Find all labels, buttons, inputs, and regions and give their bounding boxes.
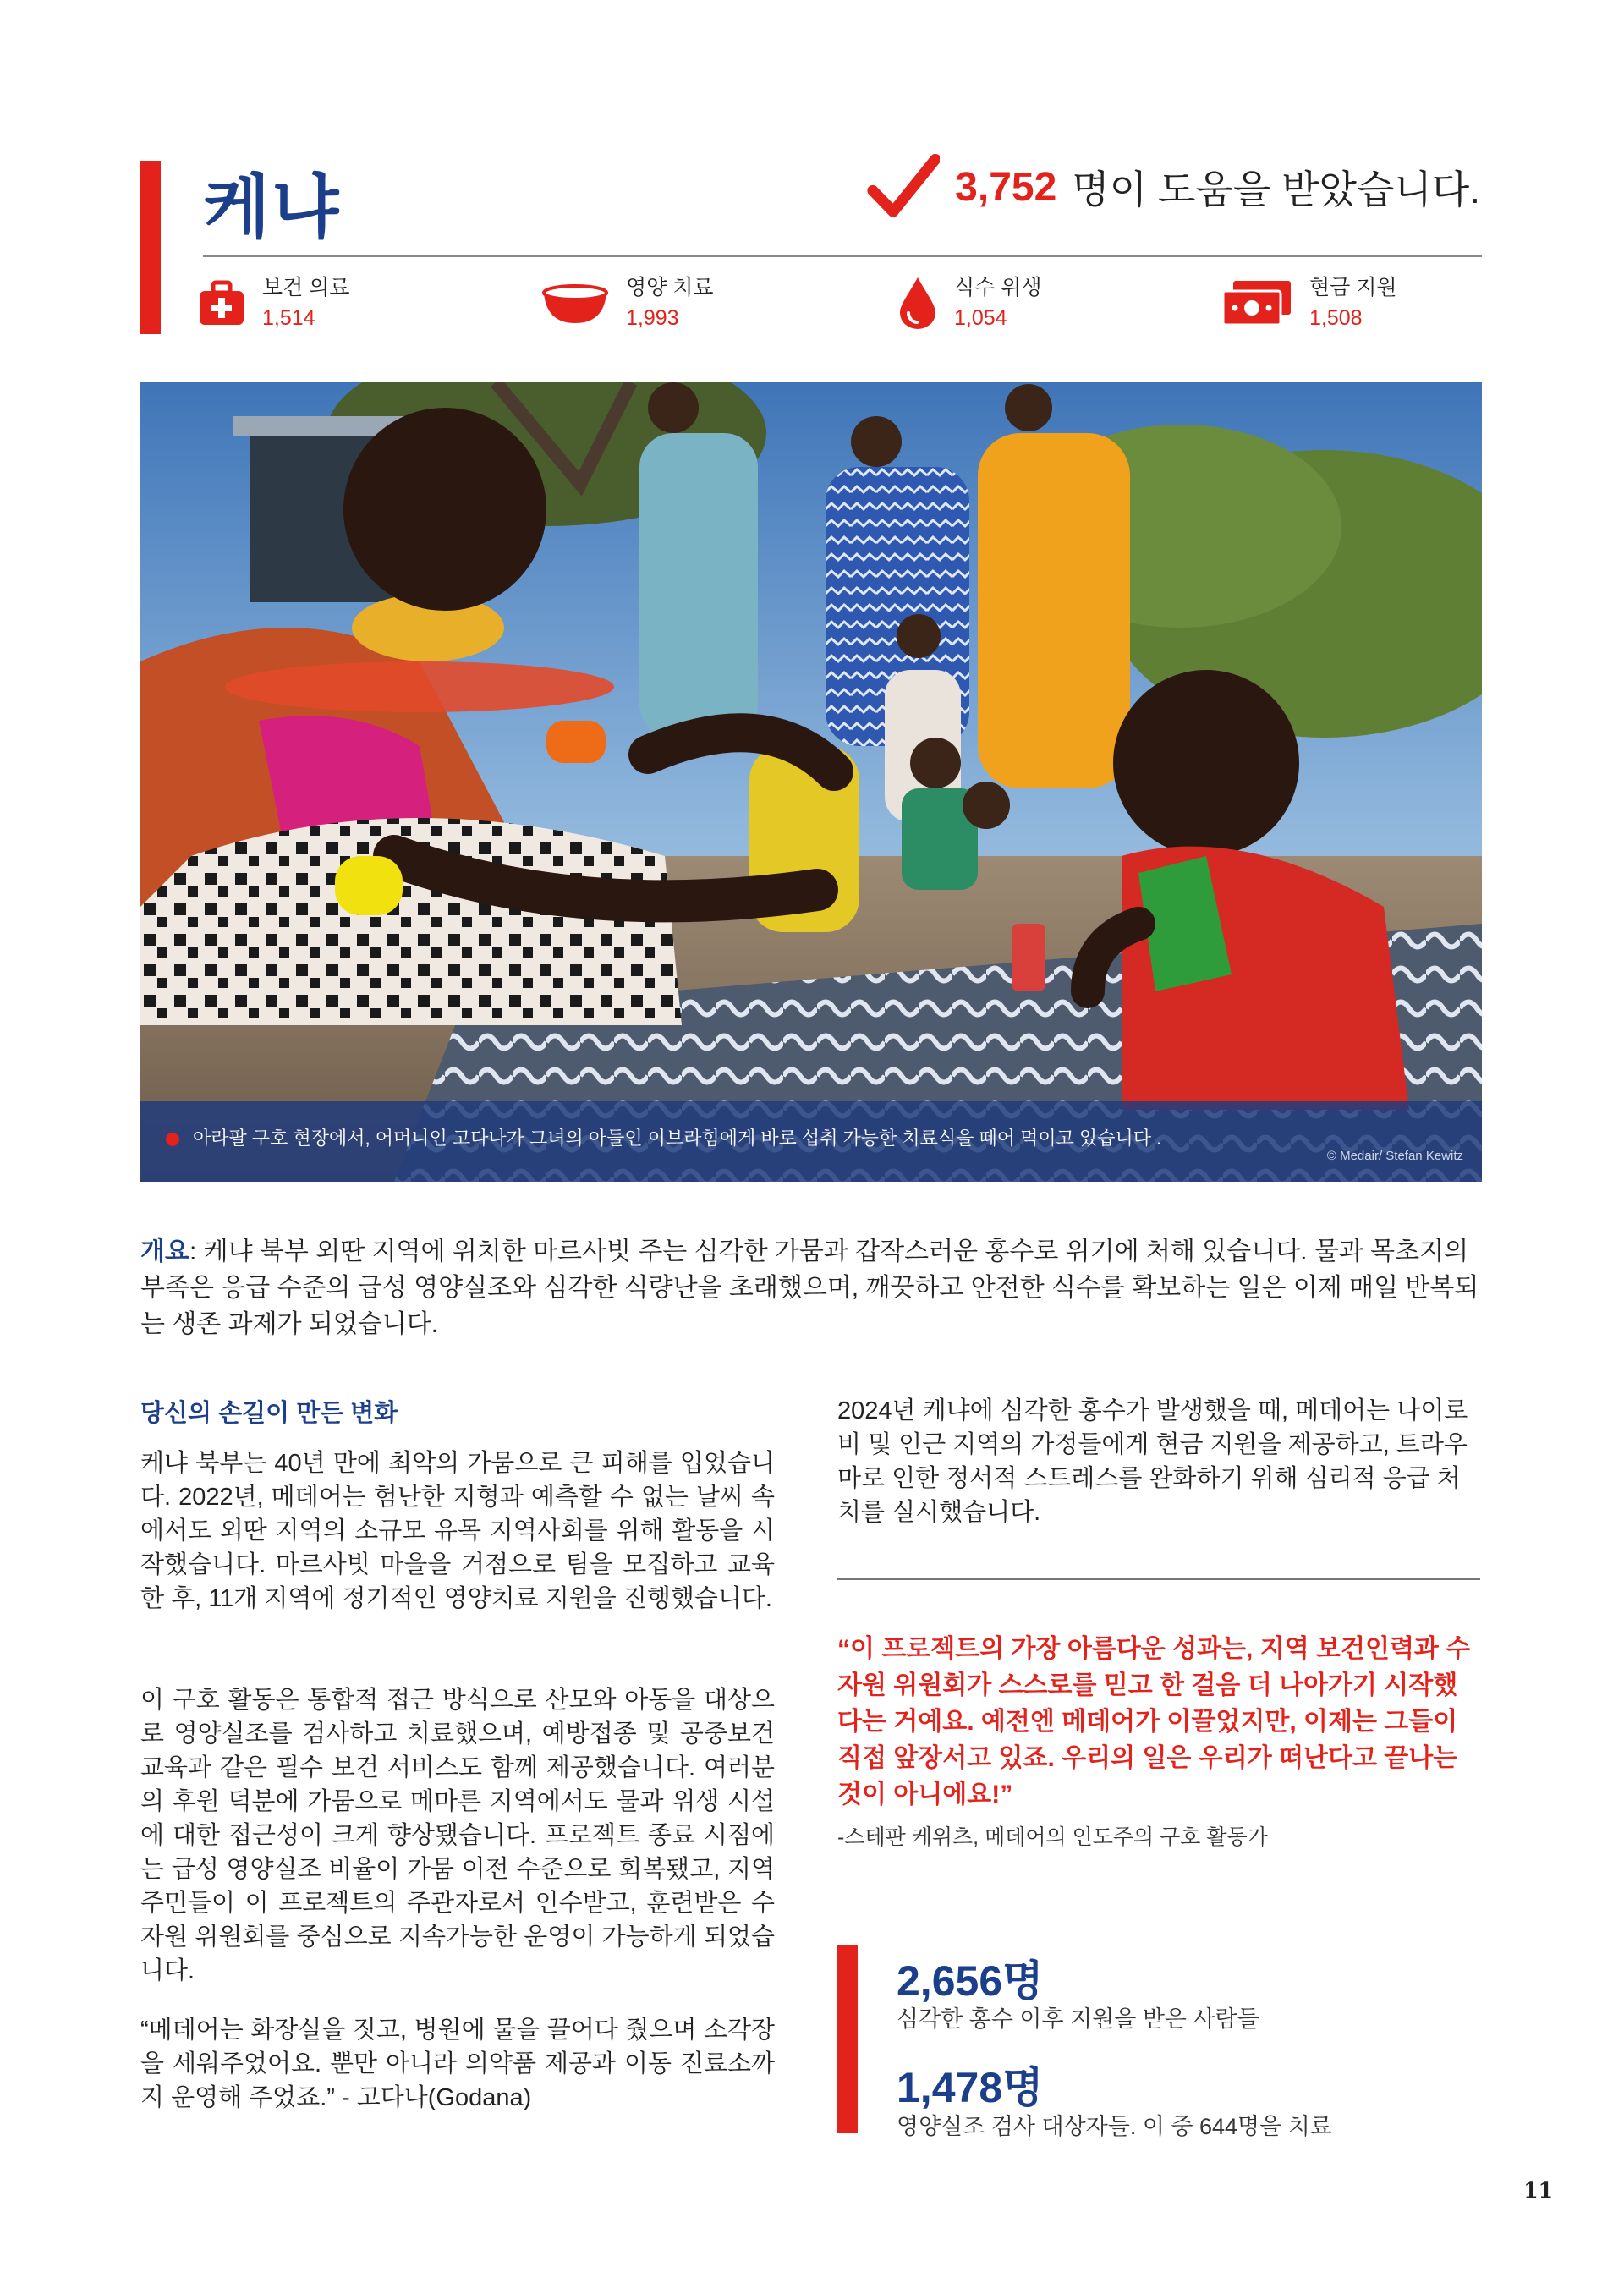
stat-label: 영양 치료 bbox=[626, 276, 714, 299]
stat-label: 보건 의료 bbox=[262, 276, 350, 299]
helped-summary bbox=[867, 151, 1480, 223]
medical-kit-icon bbox=[198, 279, 245, 327]
figure-number-2: 1,478명 bbox=[897, 2064, 1044, 2111]
overview-paragraph bbox=[140, 1233, 1485, 1342]
caption-bullet bbox=[166, 1133, 179, 1146]
stat-value: 1,514 bbox=[262, 306, 315, 330]
paragraph-text: 케냐 북부는 40년 만에 최악의 가뭄으로 큰 피해를 입었습니다. 2022년, 메데어는 험난한 지형과 예측할 수 없는 날씨 속에서도 외딴 지역의 소규모 유목 지역사회를 위해 활동을 시작했습니다. 마르사빗 마을을 거점으로 팀을 모집하고 교육한 후, 11개 지역에 정기적인 영양치료 지원을 진행했습니다. bbox=[140, 1450, 775, 1612]
section-heading: 당신의 손길이 만든 변화 bbox=[140, 1400, 398, 1427]
feature-photo bbox=[140, 382, 1482, 1182]
helped-text: 명이 도움을 받았습니다. bbox=[1072, 167, 1480, 211]
photo-illustration bbox=[140, 382, 1482, 1182]
cash-icon bbox=[1221, 279, 1292, 327]
figure-desc-2: 영양실조 검사 대상자들. 이 중 644명을 치료 bbox=[897, 2114, 1332, 2139]
right-paragraph: 2024년 케냐에 심각한 홍수가 발생했을 때, 메데어는 나이로비 및 인근 지역의 가정들에게 현금 지원을 제공하고, 트라우마로 인한 정서적 스트레스를 완화하기 위해 심리적 응급 처치를 실시했습니다. bbox=[837, 1397, 1468, 1526]
title-accent-bar bbox=[140, 161, 161, 334]
paragraph-text: 이 구호 활동은 통합적 접근 방식으로 산모와 아동을 대상으로 영양실조를 검사하고 치료했으며, 예방접종 및 공중보건 교육과 같은 필수 보건 서비스도 함께 제공했습니다. 여러분의 후원 덕분에 가뭄으로 메마른 지역에서도 물과 위생 시설에 대한 접근성이 크게 향상됐습니다. 프로젝트 종료 시점에는 급성 영양실조 비율이 가뭄 이전 수준으로 회복됐고, 지역 주민들이 이 프로젝트의 주관자로서 인수받고, 훈련받은 수자원 위원회를 중심으로 지속가능한 운영이 가능하게 되었습니다. bbox=[140, 1687, 775, 1984]
water-drop-icon bbox=[898, 276, 937, 330]
left-paragraph-3 bbox=[140, 2013, 775, 2115]
photo-credit: © Medair/ Stefan Kewitz bbox=[1326, 1149, 1463, 1163]
photo-caption: 아라팔 구호 현장에서, 어머니인 고다나가 그녀의 아들인 이브라힘에게 바로 섭취 가능한 치료식을 떼어 먹이고 있습니다 . bbox=[193, 1128, 1162, 1149]
paragraph-text: “메데어는 화장실을 짓고, 병원에 물을 끌어다 줬으며 소각장을 세워주었어요. 뿐만 아니라 의약품 제공과 이동 진료소까지 운영해 주었죠.” - 고다나(Godana) bbox=[140, 2017, 775, 2111]
overview-label: 개요 bbox=[140, 1238, 189, 1265]
figure-number-1: 2,656명 bbox=[897, 1957, 1044, 2005]
stat-label: 식수 위생 bbox=[954, 276, 1042, 299]
helped-number: 3,752 bbox=[955, 164, 1057, 210]
quote-attribution: -스테판 케위츠, 메데어의 인도주의 구호 활동가 bbox=[837, 1825, 1268, 1849]
stat-health bbox=[198, 272, 350, 333]
checkmark-icon bbox=[867, 151, 940, 223]
left-paragraph-2 bbox=[140, 1683, 775, 1988]
figures-accent-bar bbox=[837, 1945, 858, 2133]
bowl-icon bbox=[541, 279, 609, 327]
page-number: 11 bbox=[1523, 2178, 1553, 2203]
pull-quote: “이 프로젝트의 가장 아름다운 성과는, 지역 보건인력과 수자원 위원회가 스스로를 믿고 한 걸음 더 나아가기 시작했다는 거예요. 예전엔 메데어가 이끌었지만, 이제는 그들이 직접 앞장서고 있죠. 우리의 일은 우리가 떠난다고 끝나는 것이 아니에요!” bbox=[837, 1635, 1471, 1808]
overview-text: : 케냐 북부 외딴 지역에 위치한 마르사빗 주는 심각한 가뭄과 갑작스러운 홍수로 위기에 처해 있습니다. 물과 목초지의 부족은 응급 수준의 급성 영양실조와 심각한 식량난을 초래했으며, 깨끗하고 안전한 식수를 확보하는 일은 이제 매일 반복되는 생존 과제가 되었습니다. bbox=[140, 1238, 1479, 1338]
photo-caption-band bbox=[140, 1101, 1482, 1182]
stat-label: 현금 지원 bbox=[1309, 276, 1397, 299]
stat-nutrition bbox=[541, 272, 714, 333]
stat-cash bbox=[1221, 272, 1397, 333]
stat-value: 1,054 bbox=[954, 306, 1007, 330]
stat-value: 1,993 bbox=[626, 306, 679, 330]
header-divider bbox=[203, 255, 1482, 257]
right-divider bbox=[837, 1578, 1480, 1580]
page-title: 케냐 bbox=[203, 169, 341, 246]
stat-water bbox=[898, 272, 1042, 333]
stat-value: 1,508 bbox=[1309, 306, 1363, 330]
left-paragraph-1 bbox=[140, 1446, 775, 1616]
figure-desc-1: 심각한 홍수 이후 지원을 받은 사람들 bbox=[897, 2006, 1259, 2032]
